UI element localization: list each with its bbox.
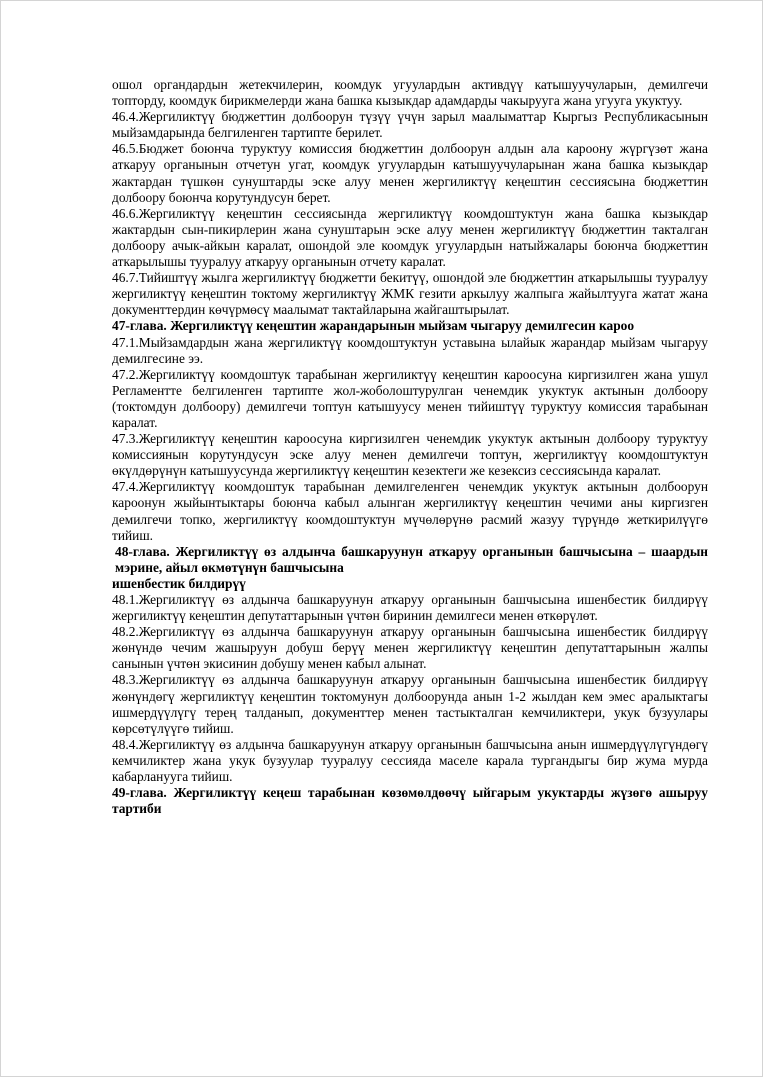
paragraph-46-3-continuation: ошол органдардын жетекчилерин, коомдук угуулардын активдүү катышуучуларын, демилгечи топторду, коомдук бирикмелерди жана башка кызыкдар адамдарды чакырууга жана угууга укуктуу.	[112, 77, 708, 109]
paragraph-46-6: 46.6.Жергиликтүү кеңештин сессиясында жергиликтүү коомдоштуктун жана башка кызыкдар жактардын сын-пикирлерин жана сунуштарын эске алуу менен жергиликтүү бюджеттин такталган долбоору ачык-айкын каралат, ошондой эле коомдук угуулардын натыйжалары боюнча бюджеттин аткарылышы тууралуу аткаруу органынын отчету каралат.	[112, 205, 708, 270]
paragraph-46-7: 46.7.Тийиштүү жылга жергиликтүү бюджетти бекитүү, ошондой эле бюджеттин аткарылышы тууралуу жергиликтүү кеңештин токтому жергиликтүү ЖМК гезити аркылуу жалпыга жайылтууга жатат жана документтердин көчүрмөсү маалымат тактайларына жайгаштырылат.	[112, 270, 708, 318]
paragraph-48-2: 48.2.Жергиликтүү өз алдынча башкаруунун аткаруу органынын башчысына ишенбестик билдирүү жөнүндө чечим жашыруун добуш берүү менен жергиликтүү кеңештин депутаттарынын жалпы санынын үчтөн экисинин добушу менен кабыл алынат.	[112, 624, 708, 672]
chapter-49-heading: 49-глава. Жергиликтүү кеңеш тарабынан көзөмөлдөөчү ыйгарым укуктарды жүзөгө ашыруу тартиби	[112, 785, 708, 817]
paragraph-47-3: 47.3.Жергиликтүү кеңештин кароосуна киргизилген ченемдик укуктук актынын долбоору туруктуу комиссиянын корутундусун эске алуу менен демилгечи топтун, жергиликтүү коомдоштуктун өкүлдөрүнүн катышуусунда жергиликтүү кеңештин кезектеги же кезексиз сессиясында каралат.	[112, 431, 708, 479]
paragraph-48-4: 48.4.Жергиликтүү өз алдынча башкаруунун аткаруу органынын башчысына анын ишмердүүлүгүндөгү кемчиликтер жана укук бузуулар тууралуу сессияда маселе карала тургандыгы бир жума мурда кабарланууга тийиш.	[112, 736, 708, 785]
paragraph-47-4: 47.4.Жергиликтүү коомдоштук тарабынан демилгеленген ченемдик укуктук актынын долбоорун кароонун жыйынтыктары боюнча кабыл алынган жергиликтүү кеңештин чечими аны киргизген демилгечи топко, жергиликтүү коомдоштуктун мүчөлөрүнө расмий жазуу түрүндө жеткирилүүгө тийиш.	[112, 479, 708, 543]
chapter-47-heading: 47-глава. Жергиликтүү кеңештин жарандарынын мыйзам чыгаруу демилгесин кароо	[112, 318, 635, 334]
paragraph-46-5: 46.5.Бюджет боюнча туруктуу комиссия бюджеттин долбоорун алдын ала кароону жүргүзөт жана аткаруу органынын отчетун угат, коомдук угуулардын катышуучуларынан жана башка кызыкдар жактардан түшкөн сунуштарды эске алуу менен жергиликтүү кеңештин сессиясына бюджеттин долбоору боюнча корутундусун берет.	[112, 141, 708, 205]
paragraph-47-1: 47.1.Мыйзамдардын жана жергиликтүү коомдоштуктун уставына ылайык жарандар мыйзам чыгаруу демилгесине ээ.	[112, 334, 708, 366]
paragraph-48-1: 48.1.Жергиликтүү өз алдынча башкаруунун аткаруу органынын башчысына ишенбестик билдирүү жергиликтүү кеңештин депутаттарынын үчтөн биринин демилгеси менен өткөрүлөт.	[112, 592, 708, 624]
paragraph-46-4: 46.4.Жергиликтүү бюджеттин долбоорун түзүү үчүн зарыл маалыматтар Кыргыз Республикасынын мыйзамдарында белгиленген тартипте берилет.	[112, 109, 708, 141]
paragraph-48-3: 48.3.Жергиликтүү өз алдынча башкаруунун аткаруу органынын башчысына ишенбестик билдирүү жөнүндөгү жергиликтүү кеңештин токтомунун долбоорунда анын 1-2 жылдан кем эмес аралыктагы ишмердүүлүгү терең талданып, документтер менен тастыкталган кемчиликтери, укук бузуулары көрсөтүлүүгө тийиш.	[112, 672, 708, 736]
chapter-48-heading-cont: ишенбестик билдирүү	[112, 575, 246, 591]
chapter-48-heading: 48-глава. Жергиликтүү өз алдынча башкаруунун аткаруу органынын башчысына – шаардын мэрине, айыл өкмөтүнүн башчысына	[115, 543, 708, 575]
document-body	[112, 77, 708, 817]
paragraph-47-2: 47.2.Жергиликтүү коомдоштук тарабынан жергиликтүү кеңештин кароосуна киргизилген жана ушул Регламентте белгиленген тартипте жол-жоболоштурулган ченемдик укуктук актынын долбоору (токтомдун долбоору) демилгечи топтун катышуусу менен тийиштүү туруктуу комиссия тарабынан каралат.	[112, 366, 708, 430]
